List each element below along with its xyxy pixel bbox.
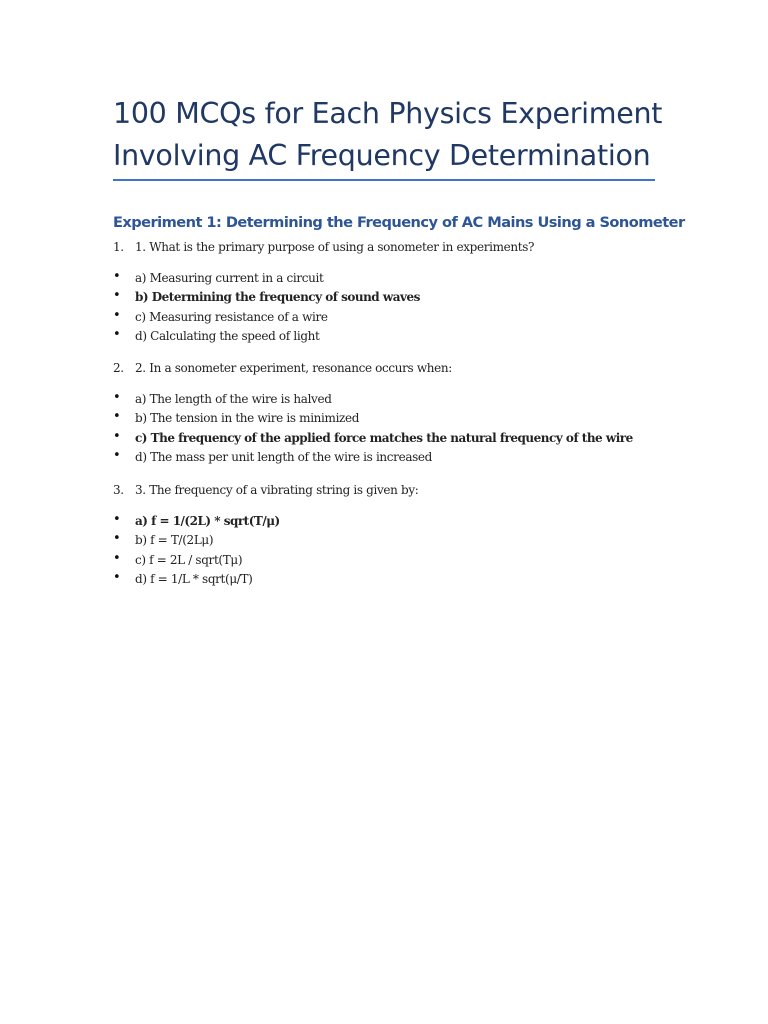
question-text: 1. What is the primary purpose of using a sonometer in experiments? (135, 240, 535, 254)
option-text: a) f = 1/(2L) * sqrt(T/μ) (135, 514, 280, 528)
option-text: b) The tension in the wire is minimized (135, 411, 360, 426)
option-item (113, 570, 713, 589)
document-title: 100 MCQs for Each Physics Experiment Involving AC Frequency Determination (113, 97, 663, 172)
bullet-icon: • (113, 447, 121, 463)
bullet-icon: • (113, 428, 121, 444)
option-text: a) The length of the wire is halved (135, 392, 332, 406)
option-item (113, 327, 713, 346)
option-text: b) Determining the frequency of sound waves (135, 290, 420, 305)
option-text: c) The frequency of the applied force matches the natural frequency of the wire (135, 430, 633, 445)
option-text: d) Calculating the speed of light (135, 328, 320, 343)
question-text: 3. The frequency of a vibrating string is given by: (135, 483, 419, 497)
options-list-3 (113, 512, 713, 589)
question-number: 1. (113, 240, 124, 254)
bullet-icon: • (113, 390, 121, 405)
question-number: 3. (113, 483, 124, 497)
option-item (113, 390, 713, 409)
bullet-icon: • (113, 307, 121, 323)
bullet-icon: • (113, 512, 121, 527)
option-item-correct (113, 429, 713, 448)
options-list-2 (113, 390, 713, 467)
bullet-icon: • (113, 326, 121, 342)
option-item (113, 531, 713, 550)
question-number: 2. (113, 361, 124, 375)
options-list-1 (113, 269, 713, 346)
option-text: c) Measuring resistance of a wire (135, 309, 328, 324)
section-heading: Experiment 1: Determining the Frequency of AC Mains Using a Sonometer (113, 214, 685, 231)
option-item (113, 269, 713, 288)
bullet-icon: • (113, 569, 121, 585)
bullet-icon: • (113, 288, 121, 304)
question-2 (113, 359, 713, 377)
option-text: d) The mass per unit length of the wire is increased (135, 449, 433, 464)
option-item (113, 308, 713, 327)
option-item (113, 409, 713, 428)
bullet-icon: • (113, 269, 121, 284)
option-text: d) f = 1/L * sqrt(μ/T) (135, 571, 253, 586)
title-underline (113, 179, 655, 181)
option-item (113, 551, 713, 570)
option-text: a) Measuring current in a circuit (135, 271, 324, 285)
bullet-icon: • (113, 409, 121, 425)
option-item (113, 448, 713, 467)
question-1 (113, 238, 713, 256)
option-item-correct (113, 512, 713, 531)
question-3 (113, 481, 713, 499)
bullet-icon: • (113, 550, 121, 566)
question-text: 2. In a sonometer experiment, resonance occurs when: (135, 361, 452, 375)
option-item-correct (113, 288, 713, 307)
option-text: c) f = 2L / sqrt(Tμ) (135, 552, 243, 567)
bullet-icon: • (113, 531, 121, 547)
option-text: b) f = T/(2Lμ) (135, 533, 214, 548)
